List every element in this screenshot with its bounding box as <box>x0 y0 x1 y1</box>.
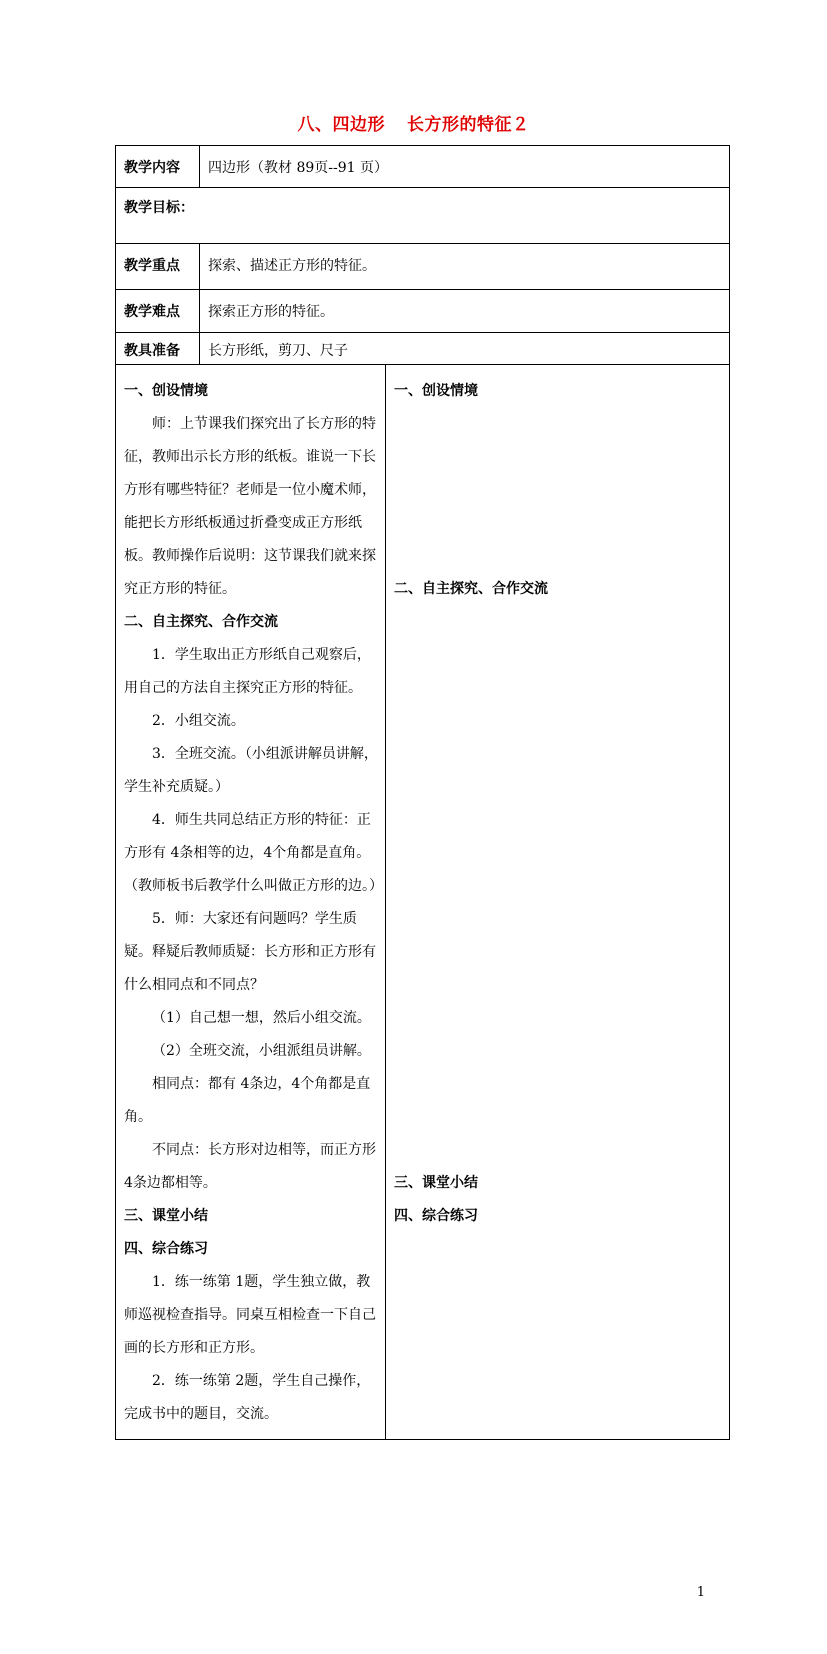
paragraph: 2．练一练第 2题，学生自己操作，完成书中的题目，交流。 <box>124 1373 371 1422</box>
row-key-points <box>116 244 730 290</box>
value-materials: 长方形纸，剪刀、尺子 <box>200 333 730 365</box>
paragraph: 师：上节课我们探究出了长方形的特征，教师出示长方形的纸板。谁说一下长方形有哪些特征？老师是一位小魔术师，能把长方形纸板通过折叠变成正方形纸板。教师操作后说明：这节课我们就来探究正方形的特征。 <box>124 416 376 597</box>
paragraph: 相同点：都有 4条边，4个角都是直角。 <box>124 1076 371 1125</box>
section-heading: 一、创设情境 <box>124 383 208 399</box>
section-heading: 四、综合练习 <box>124 1241 208 1257</box>
teaching-process-column <box>116 365 386 1440</box>
page-title <box>0 110 827 135</box>
paragraph: 4．师生共同总结正方形的特征：正方形有 4条相等的边，4个角都是直角。（教师板书后教学什么叫做正方形的边。） <box>124 812 383 894</box>
row-process <box>116 365 730 1440</box>
paragraph: （1）自己想一想，然后小组交流。 <box>152 1010 371 1026</box>
value-difficulties: 探索正方形的特征。 <box>200 290 730 333</box>
value-key-points: 探索、描述正方形的特征。 <box>200 244 730 290</box>
section-heading: 二、自主探究、合作交流 <box>394 581 548 597</box>
title-part2: 长方形的特征２ <box>407 115 530 135</box>
paragraph: 1．学生取出正方形纸自己观察后，用自己的方法自主探究正方形的特征。 <box>124 647 371 696</box>
paragraph: 不同点：长方形对边相等，而正方形 4条边都相等。 <box>124 1142 376 1191</box>
label-content: 教学内容 <box>116 146 200 188</box>
paragraph: 2．小组交流。 <box>152 713 245 729</box>
section-heading: 三、课堂小结 <box>394 1175 478 1191</box>
paragraph: 5．师：大家还有问题吗？学生质疑。释疑后教师质疑：长方形和正方形有什么相同点和不同点？ <box>124 911 376 993</box>
label-materials: 教具准备 <box>116 333 200 365</box>
section-heading: 四、综合练习 <box>394 1208 478 1224</box>
label-difficulties: 教学难点 <box>116 290 200 333</box>
notes-column <box>386 365 730 1440</box>
row-difficulties <box>116 290 730 333</box>
lesson-plan-table <box>115 145 730 1440</box>
label-key-points: 教学重点 <box>116 244 200 290</box>
section-heading: 二、自主探究、合作交流 <box>124 614 278 630</box>
row-content <box>116 146 730 188</box>
label-goals: 教学目标： <box>116 188 730 244</box>
section-heading: 三、课堂小结 <box>124 1208 208 1224</box>
title-part1: 八、四边形 <box>297 115 385 135</box>
value-content: 四边形（教材 89页--91 页） <box>200 146 730 188</box>
row-goals <box>116 188 730 244</box>
section-heading: 一、创设情境 <box>394 383 478 399</box>
paragraph: （2）全班交流，小组派组员讲解。 <box>152 1043 371 1059</box>
page-number: 1 <box>696 1585 705 1600</box>
paragraph: 1．练一练第 1题，学生独立做，教师巡视检查指导。同桌互相检查一下自己画的长方形和正方形。 <box>124 1274 376 1356</box>
row-materials <box>116 333 730 365</box>
paragraph: 3．全班交流。（小组派讲解员讲解，学生补充质疑。） <box>124 746 378 795</box>
